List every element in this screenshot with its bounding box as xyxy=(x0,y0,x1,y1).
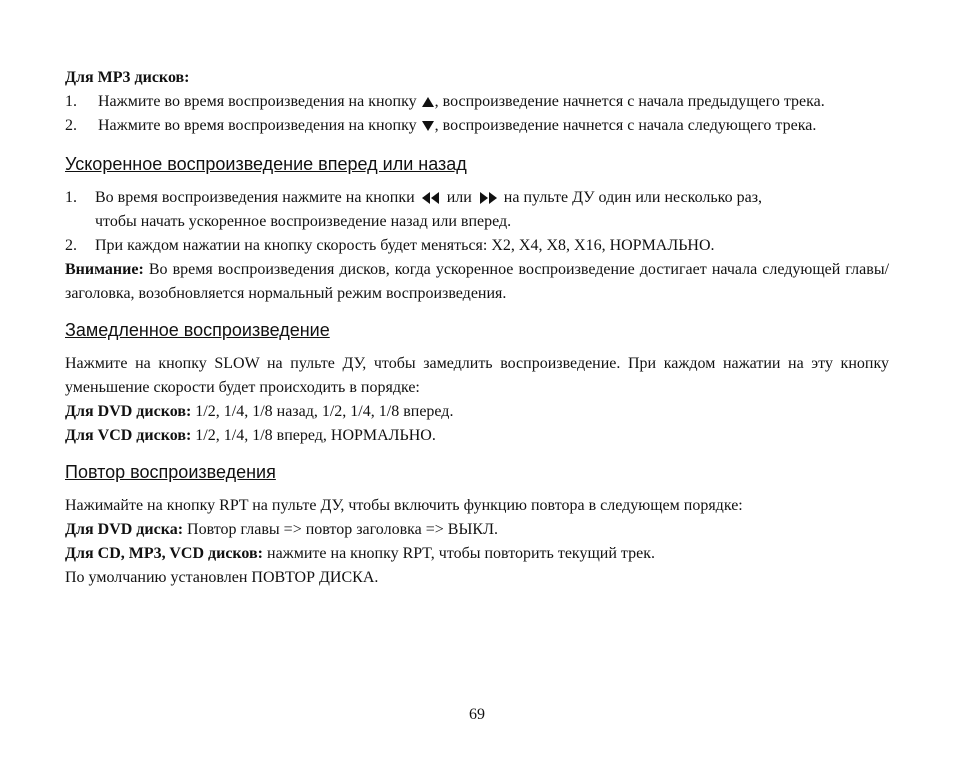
item-text-before: Нажмите во время воспроизведения на кнопку xyxy=(98,93,417,110)
item-text-before: Нажмите во время воспроизведения на кнопку xyxy=(98,117,417,134)
rewind-icon xyxy=(421,191,441,205)
list-item xyxy=(65,186,889,234)
item-text-mid: или xyxy=(446,189,472,206)
repeat-dvd-line xyxy=(65,518,889,542)
list-item xyxy=(65,234,889,258)
item-text-before: Во время воспроизведения нажмите на кнопки xyxy=(95,189,415,206)
page-body xyxy=(65,66,889,590)
slow-section xyxy=(65,318,889,448)
item-number: 1. xyxy=(65,93,77,110)
item-number: 1. xyxy=(65,189,77,206)
slow-vcd-line xyxy=(65,424,889,448)
repeat-cd-line xyxy=(65,542,889,566)
item-number: 2. xyxy=(65,117,77,134)
item-number: 2. xyxy=(65,237,77,254)
slow-dvd-line xyxy=(65,400,889,424)
fast-section xyxy=(65,152,889,306)
repeat-dvd-label: Для DVD диска: xyxy=(65,521,184,538)
repeat-section xyxy=(65,460,889,590)
fast-heading: Ускоренное воспроизведение вперед или назад xyxy=(65,154,467,174)
repeat-cd-text: нажмите на кнопку RPT, чтобы повторить текущий трек. xyxy=(267,545,655,562)
slow-dvd-text: 1/2, 1/4, 1/8 назад, 1/2, 1/4, 1/8 вперед. xyxy=(195,403,454,420)
item-text-after: , воспроизведение начнется с начала предыдущего трека. xyxy=(434,93,825,110)
item-text-after: на пульте ДУ один или несколько раз, xyxy=(503,189,763,206)
triangle-up-icon xyxy=(421,96,435,108)
fast-forward-icon xyxy=(478,191,498,205)
slow-intro: Нажмите на кнопку SLOW на пульте ДУ, чтобы замедлить воспроизведение. При каждом нажатии на эту кнопку уменьшение скорости будет происходить в порядке: xyxy=(65,355,889,396)
slow-dvd-label: Для DVD дисков: xyxy=(65,403,192,420)
repeat-intro: Нажимайте на кнопку RPT на пульте ДУ, чтобы включить функцию повтора в следующем порядке: xyxy=(65,497,743,514)
fast-list xyxy=(65,186,889,258)
item-text: При каждом нажатии на кнопку скорость будет меняться: X2, X4, X8, X16, НОРМАЛЬНО. xyxy=(95,237,715,254)
fast-note xyxy=(65,258,889,306)
repeat-cd-label: Для CD, MP3, VCD дисков: xyxy=(65,545,263,562)
mp3-section xyxy=(65,66,889,138)
mp3-title: Для MP3 дисков: xyxy=(65,69,190,86)
mp3-list xyxy=(65,90,889,138)
note-label: Внимание: xyxy=(65,261,144,278)
triangle-down-icon xyxy=(421,120,435,132)
list-item xyxy=(65,90,889,114)
page-number: 69 xyxy=(469,706,485,723)
slow-vcd-text: 1/2, 1/4, 1/8 вперед, НОРМАЛЬНО. xyxy=(195,427,436,444)
list-item xyxy=(65,114,889,138)
item-text-after: , воспроизведение начнется с начала следующего трека. xyxy=(434,117,817,134)
item-text-line2: чтобы начать ускоренное воспроизведение назад или вперед. xyxy=(95,213,512,230)
repeat-dvd-text: Повтор главы => повтор заголовка => ВЫКЛ. xyxy=(187,521,498,538)
note-text: Во время воспроизведения дисков, когда ускоренное воспроизведение достигает начала следующей главы/ заголовка, возобновляется нормальный режим воспроизведения. xyxy=(65,261,890,302)
repeat-default: По умолчанию установлен ПОВТОР ДИСКА. xyxy=(65,569,379,586)
slow-vcd-label: Для VCD дисков: xyxy=(65,427,192,444)
repeat-heading: Повтор воспроизведения xyxy=(65,462,276,482)
slow-heading: Замедленное воспроизведение xyxy=(65,320,330,340)
